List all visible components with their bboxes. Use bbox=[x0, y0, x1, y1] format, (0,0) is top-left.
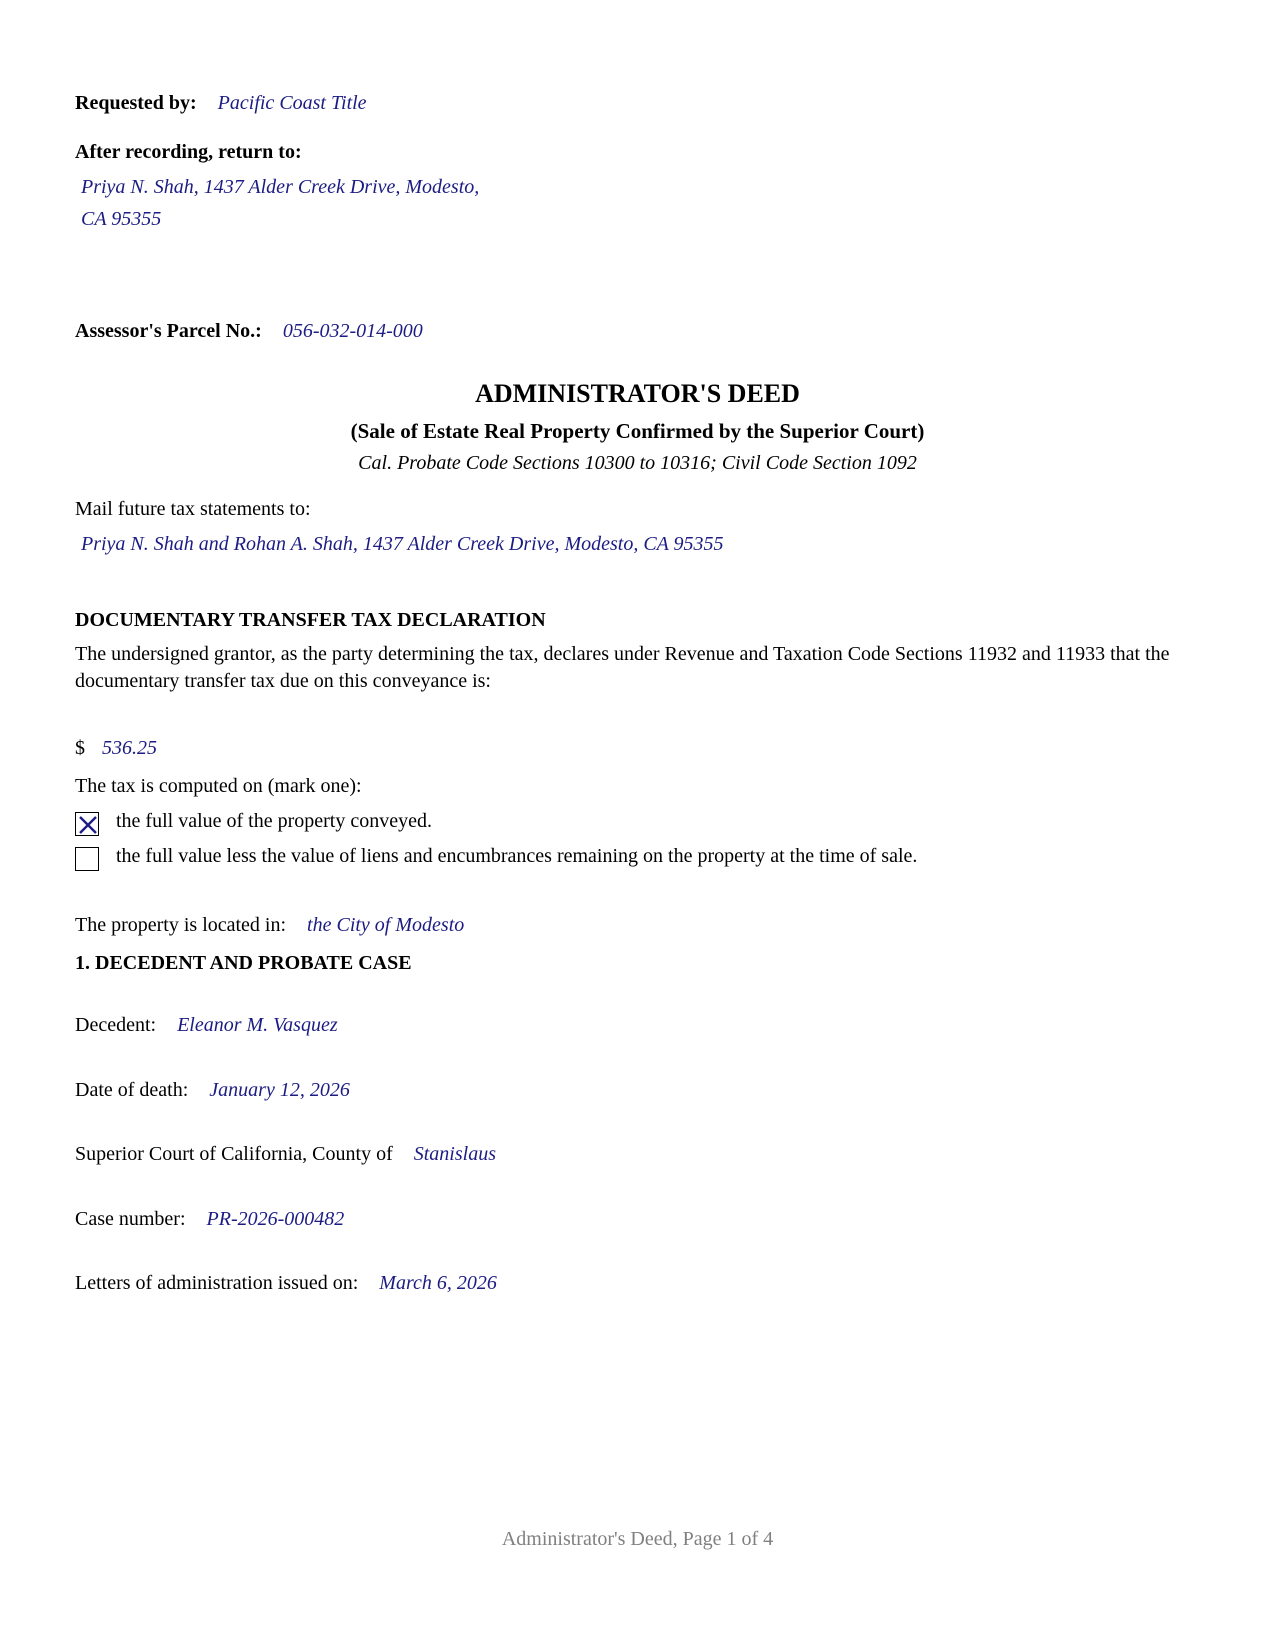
letters-issued-label: Letters of administration issued on: bbox=[75, 1272, 359, 1294]
tax-amount-value: 536.25 bbox=[102, 737, 157, 759]
currency-symbol: $ bbox=[75, 737, 85, 759]
page-footer: Administrator's Deed, Page 1 of 4 bbox=[501, 1528, 774, 1550]
return-to-address-line2: CA 95355 bbox=[81, 208, 162, 230]
apn-value: 056-032-014-000 bbox=[282, 320, 423, 342]
case-number-label: Case number: bbox=[75, 1208, 186, 1230]
case-number-row bbox=[75, 1206, 344, 1232]
return-to-address-line1: Priya N. Shah, 1437 Alder Creek Drive, Modesto, bbox=[81, 176, 480, 198]
option-less-liens-label: the full value less the value of liens and encumbrances remaining on the property at the time of sale. bbox=[116, 845, 918, 867]
court-county-row bbox=[75, 1141, 496, 1167]
mail-tax-label: Mail future tax statements to: bbox=[75, 498, 311, 520]
apn-label: Assessor's Parcel No.: bbox=[75, 320, 262, 342]
court-county-value: Stanislaus bbox=[413, 1143, 496, 1165]
decedent-value: Eleanor M. Vasquez bbox=[177, 1014, 338, 1036]
requested-by-value: Pacific Coast Title bbox=[217, 92, 367, 114]
tax-amount-row bbox=[75, 735, 157, 761]
letters-issued-row bbox=[75, 1270, 497, 1296]
court-county-label: Superior Court of California, County of bbox=[75, 1143, 393, 1165]
computed-on-label: The tax is computed on (mark one): bbox=[75, 775, 362, 797]
requested-by-label: Requested by: bbox=[75, 92, 197, 114]
option-full-value-label: the full value of the property conveyed. bbox=[116, 810, 432, 832]
document-subtitle: (Sale of Estate Real Property Confirmed by the Superior Court) bbox=[350, 419, 925, 443]
property-location-label: The property is located in: bbox=[75, 914, 287, 936]
checkbox-full-value[interactable] bbox=[75, 812, 99, 836]
document-citation: Cal. Probate Code Sections 10300 to 10316; Civil Code Section 1092 bbox=[358, 452, 917, 474]
case-number-value: PR-2026-000482 bbox=[206, 1208, 345, 1230]
transfer-tax-heading: DOCUMENTARY TRANSFER TAX DECLARATION bbox=[75, 609, 546, 631]
section-1-heading: 1. DECEDENT AND PROBATE CASE bbox=[75, 952, 412, 974]
checkbox-less-liens[interactable] bbox=[75, 847, 99, 871]
property-location-value: the City of Modesto bbox=[307, 914, 465, 936]
decedent-row bbox=[75, 1012, 338, 1038]
date-of-death-value: January 12, 2026 bbox=[209, 1079, 350, 1101]
decedent-label: Decedent: bbox=[75, 1014, 157, 1036]
return-to-label: After recording, return to: bbox=[75, 141, 302, 163]
mail-tax-value: Priya N. Shah and Rohan A. Shah, 1437 Alder Creek Drive, Modesto, CA 95355 bbox=[81, 533, 724, 555]
requested-by-row bbox=[75, 90, 367, 116]
date-of-death-row bbox=[75, 1077, 350, 1103]
date-of-death-label: Date of death: bbox=[75, 1079, 189, 1101]
letters-issued-value: March 6, 2026 bbox=[379, 1272, 497, 1294]
apn-row bbox=[75, 318, 423, 344]
property-location-row bbox=[75, 912, 464, 938]
transfer-tax-statement: The undersigned grantor, as the party determining the tax, declares under Revenue and Taxation Code Sections 11932 and 11933 that the documentary transfer tax due on this conveyance is: bbox=[75, 643, 1170, 692]
document-title: ADMINISTRATOR'S DEED bbox=[475, 379, 800, 408]
checkbox-x-mark-icon bbox=[76, 813, 100, 837]
